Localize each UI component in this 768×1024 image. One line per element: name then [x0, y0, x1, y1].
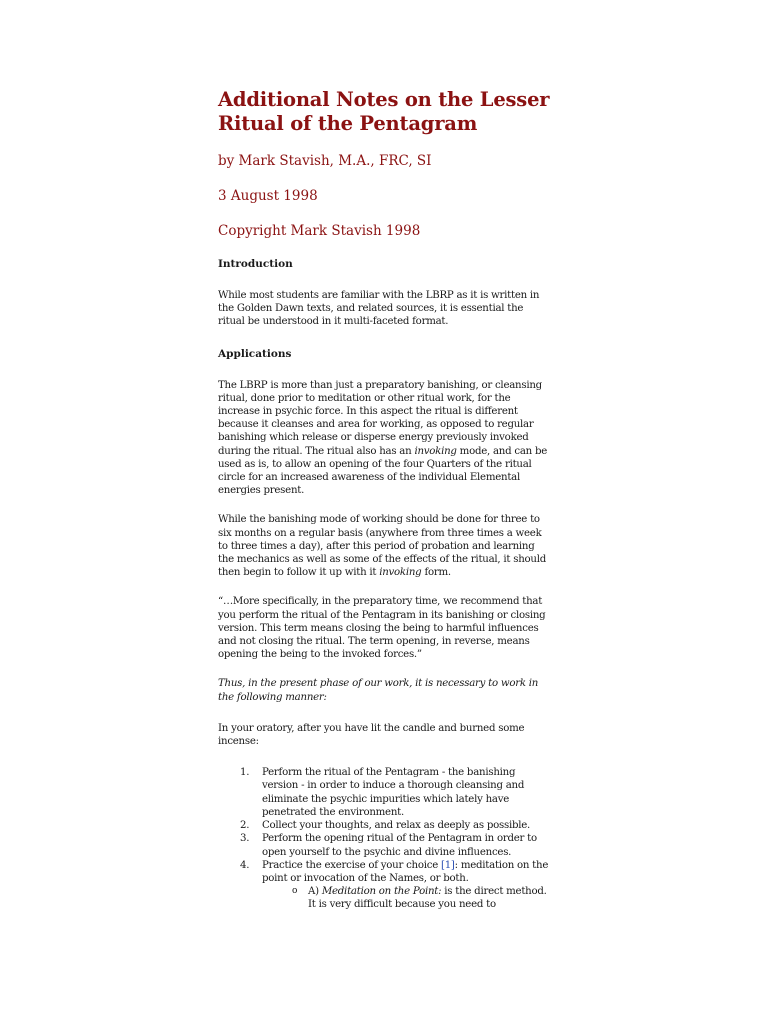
applications-paragraph-2	[218, 513, 550, 579]
list-item	[240, 832, 550, 858]
footnote-link[interactable]: [1]	[440, 859, 455, 871]
list-item-text: Perform the ritual of the Pentagram - the banishing version - in order to induce a thorough cleansing and eliminate the psychic impurities which lately have penetrated the environment.	[262, 767, 525, 818]
list-item-text-a: Practice the exercise of your choice	[262, 859, 441, 871]
quoted-passage: “…More specifically, in the preparatory time, we recommend that you perform the ritual of the Pentagram in its banishing or closing version. This term means closing the being to harmful influences and not closing the ritual. The term opening, in reverse, means opening the being to the invoked forces.”	[218, 596, 546, 661]
italic-instruction: Thus, in the present phase of our work, it is necessary to work in the following manner:	[218, 678, 539, 703]
sub-steps-list	[262, 885, 550, 911]
applications-p2-text-a: While the banishing mode of working should be done for three to six months on a regular basis (anywhere from three times a week to three times a day), after this period of probation and learning the mechanics as well as some of the effects of the ritual, it should then begin to follow it up with it	[218, 514, 547, 579]
list-item	[240, 766, 550, 819]
list-item-number: 4.	[240, 859, 250, 871]
applications-p2-text-b: form.	[421, 567, 451, 579]
list-item-text: Perform the opening ritual of the Pentagram in order to open yourself to the psychic and divine influences.	[262, 833, 537, 858]
sub-item-text: is the direct method. It is very difficult because you need to	[308, 886, 547, 911]
copyright-notice: Copyright Mark Stavish 1998	[218, 223, 421, 239]
applications-p1-text-a: The LBRP is more than just a preparatory banishing, or cleansing ritual, done prior to meditation or other ritual work, for the increase in psychic force. In this aspect the ritual is different because it cleanses and area for working, as opposed to regular banishing which release or disperse energy previously invoked during the ritual. The ritual also has an	[218, 379, 542, 457]
list-item	[240, 819, 550, 832]
applications-paragraph-1	[218, 379, 550, 498]
section-heading-introduction: Introduction	[218, 258, 293, 270]
page-title: Additional Notes on the Lesser Ritual of the Pentagram	[218, 88, 550, 135]
oratory-paragraph: In your oratory, after you have lit the candle and burned some incense:	[218, 722, 525, 748]
list-item-number: 3.	[240, 833, 250, 845]
section-heading-applications: Applications	[218, 347, 292, 360]
list-item-text: Collect your thoughts, and relax as deeply as possible.	[262, 820, 531, 832]
list-item-text-b: : meditation on the point or invocation of the Names, or both.	[262, 859, 549, 884]
ritual-steps-list	[218, 766, 550, 911]
list-item	[240, 859, 550, 912]
publication-date: 3 August 1998	[218, 188, 318, 204]
applications-p2-emphasis: invoking	[379, 567, 422, 579]
sub-list-item	[292, 885, 550, 911]
list-item-number: 1.	[240, 767, 250, 779]
applications-p1-emphasis: invoking	[414, 445, 457, 457]
hollow-bullet-icon: o	[292, 886, 298, 897]
author-byline: by Mark Stavish, M.A., FRC, SI	[218, 153, 432, 169]
applications-p1-text-b: mode, and can be used as is, to allow an opening of the four Quarters of the ritual circle for an increased awareness of the individual Elemental energies present.	[218, 445, 548, 497]
list-item-number: 2.	[240, 820, 250, 832]
document-page	[218, 88, 550, 912]
introduction-paragraph: While most students are familiar with the LBRP as it is written in the Golden Dawn texts, and related sources, it is essential the ritual be understood in it multi-faceted format.	[218, 290, 540, 328]
sub-item-prefix: A)	[308, 886, 322, 898]
sub-item-emphasis: Meditation on the Point:	[321, 886, 442, 898]
